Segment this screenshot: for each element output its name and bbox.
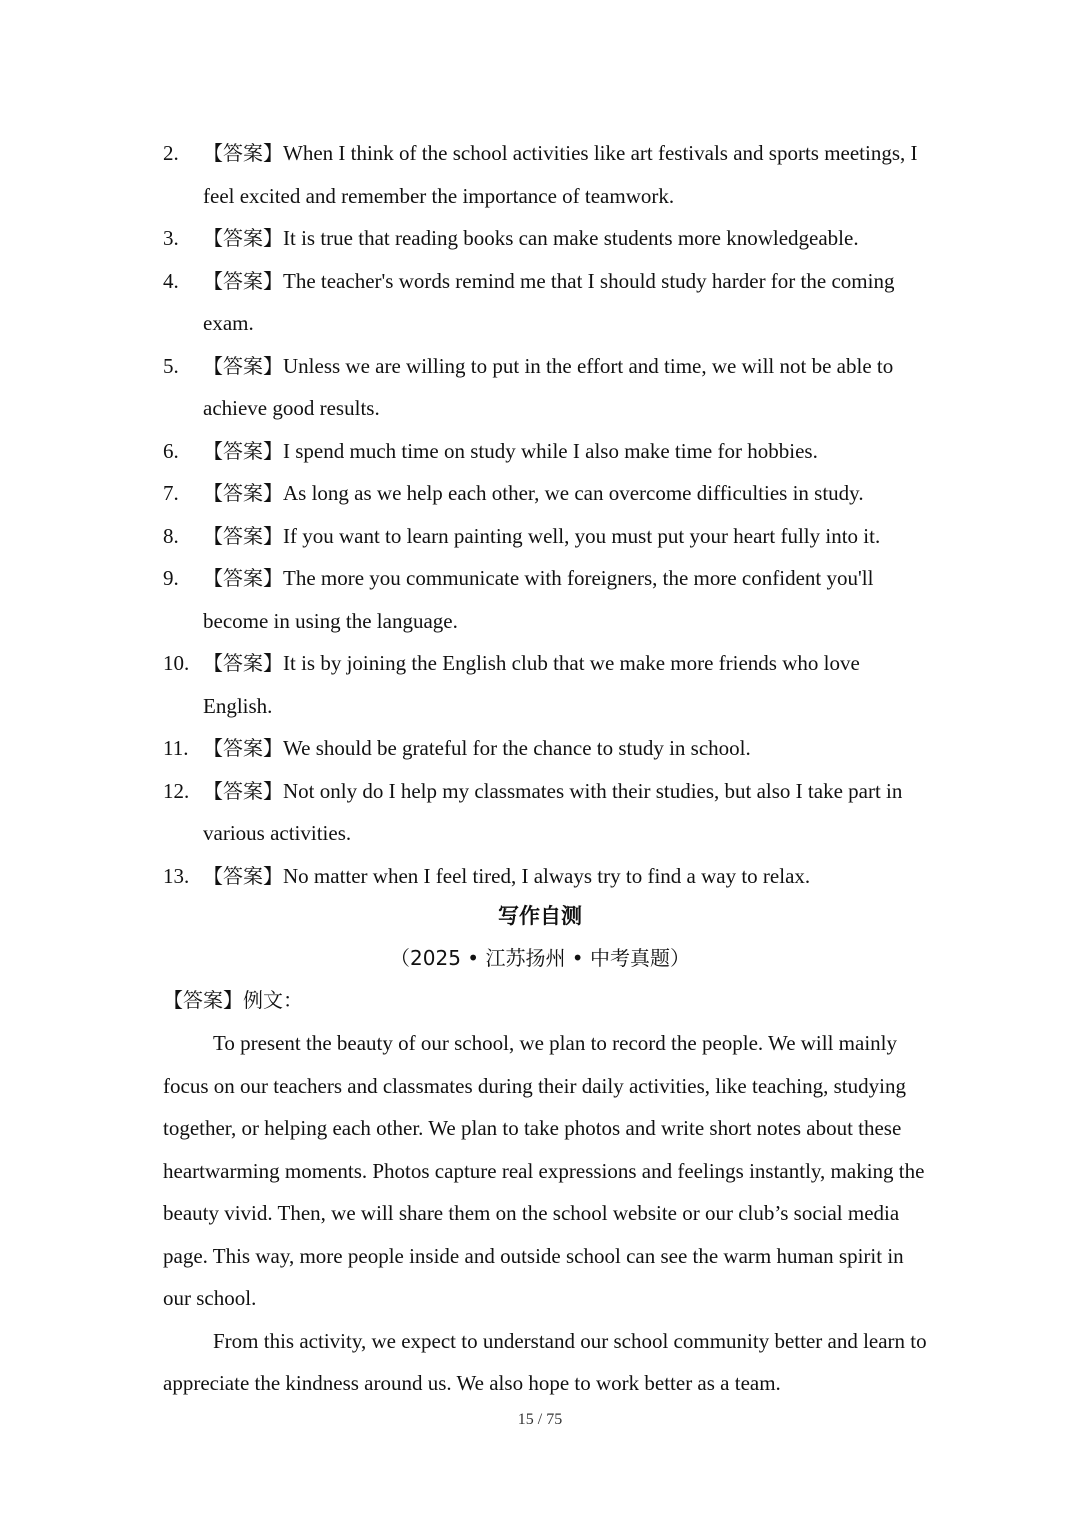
answer-text: Not only do I help my classmates with their studies, but also I take part in various activities.	[203, 778, 903, 845]
answer-number: 8.	[163, 523, 179, 548]
answer-item	[163, 515, 933, 558]
answer-tag: 【答案】	[203, 736, 283, 760]
answer-tag: 【答案】	[203, 778, 283, 803]
answer-item	[163, 132, 933, 217]
section-subtitle	[0, 938, 1080, 978]
essay-paragraph: From this activity, we expect to understand our school community better and learn to appreciate the kindness around us. We also hope to work better as a team.	[163, 1328, 927, 1395]
answer-body	[203, 855, 933, 898]
answer-tag: 【答案】	[203, 651, 283, 675]
answer-body	[203, 132, 933, 217]
answer-tag: 【答案】	[203, 438, 283, 463]
essay-label: 【答案】例文：	[163, 988, 303, 1012]
answer-item	[163, 642, 933, 727]
answer-text: As long as we help each other, we can overcome difficulties in study.	[283, 481, 864, 505]
answer-number: 2.	[163, 141, 179, 165]
answer-body	[203, 345, 933, 430]
answer-number: 9.	[163, 566, 179, 590]
answer-list	[163, 132, 933, 897]
answer-item	[163, 260, 933, 345]
answer-item	[163, 770, 933, 855]
answer-item	[163, 345, 933, 430]
answer-text: When I think of the school activities like art festivals and sports meetings, I feel excited and remember the importance of teamwork.	[203, 141, 918, 208]
answer-text: If you want to learn painting well, you must put your heart fully into it.	[283, 523, 881, 548]
answer-number: 10.	[163, 651, 190, 675]
answer-text: No matter when I feel tired, I always try to find a way to relax.	[283, 863, 811, 888]
answer-item	[163, 557, 933, 642]
answer-body	[203, 260, 933, 345]
answer-number: 13.	[163, 863, 190, 888]
answer-item	[163, 217, 933, 260]
answer-text: The more you communicate with foreigners, the more confident you'll become in using the language.	[203, 566, 874, 633]
answer-tag: 【答案】	[203, 268, 283, 293]
answer-text: It is by joining the English club that we make more friends who love English.	[203, 651, 860, 718]
answer-tag: 【答案】	[203, 481, 283, 505]
answer-number: 6.	[163, 438, 179, 463]
answer-body	[203, 642, 933, 727]
answer-text: The teacher's words remind me that I should study harder for the coming exam.	[203, 268, 895, 335]
answer-number: 7.	[163, 481, 179, 505]
answer-body	[203, 515, 933, 558]
answer-tag: 【答案】	[203, 353, 283, 378]
answer-tag: 【答案】	[203, 523, 283, 548]
answer-item	[163, 430, 933, 473]
answer-text: We should be grateful for the chance to study in school.	[283, 736, 751, 760]
answer-body	[203, 430, 933, 473]
answer-text: I spend much time on study while I also make time for hobbies.	[283, 438, 818, 463]
answer-body	[203, 472, 933, 515]
answer-item	[163, 855, 933, 898]
answer-body	[203, 727, 933, 770]
answer-number: 11.	[163, 736, 189, 760]
answer-tag: 【答案】	[203, 226, 283, 250]
answer-tag: 【答案】	[203, 141, 283, 165]
answer-item	[163, 727, 933, 770]
answer-number: 12.	[163, 778, 190, 803]
answer-body	[203, 770, 933, 855]
answer-item	[163, 472, 933, 515]
answer-text: It is true that reading books can make students more knowledgeable.	[283, 226, 859, 250]
answer-body	[203, 557, 933, 642]
answer-number: 5.	[163, 353, 179, 378]
answer-tag: 【答案】	[203, 863, 283, 888]
page-number: 15 / 75	[517, 1411, 563, 1428]
sample-essay	[163, 1022, 933, 1405]
answer-text: Unless we are willing to put in the effort and time, we will not be able to achieve good results.	[203, 353, 894, 420]
essay-paragraph: To present the beauty of our school, we plan to record the people. We will mainly focus on our teachers and classmates during their daily activities, like teaching, studying together, or helping each other. We plan to take photos and write short notes about these heartwarming moments. Photos capture real expressions and feelings instantly, making the beauty vivid. Then, we will share them on the school website or our club’s social media page. This way, more people inside and outside school can see the warm human spirit in our school.	[163, 1031, 925, 1310]
answer-number: 3.	[163, 226, 179, 250]
answer-tag: 【答案】	[203, 566, 283, 590]
answer-body	[203, 217, 933, 260]
section-subtitle-text: （2025 • 江苏扬州 • 中考真题）	[390, 946, 690, 970]
answer-number: 4.	[163, 268, 179, 293]
section-title: 写作自测	[498, 904, 582, 928]
